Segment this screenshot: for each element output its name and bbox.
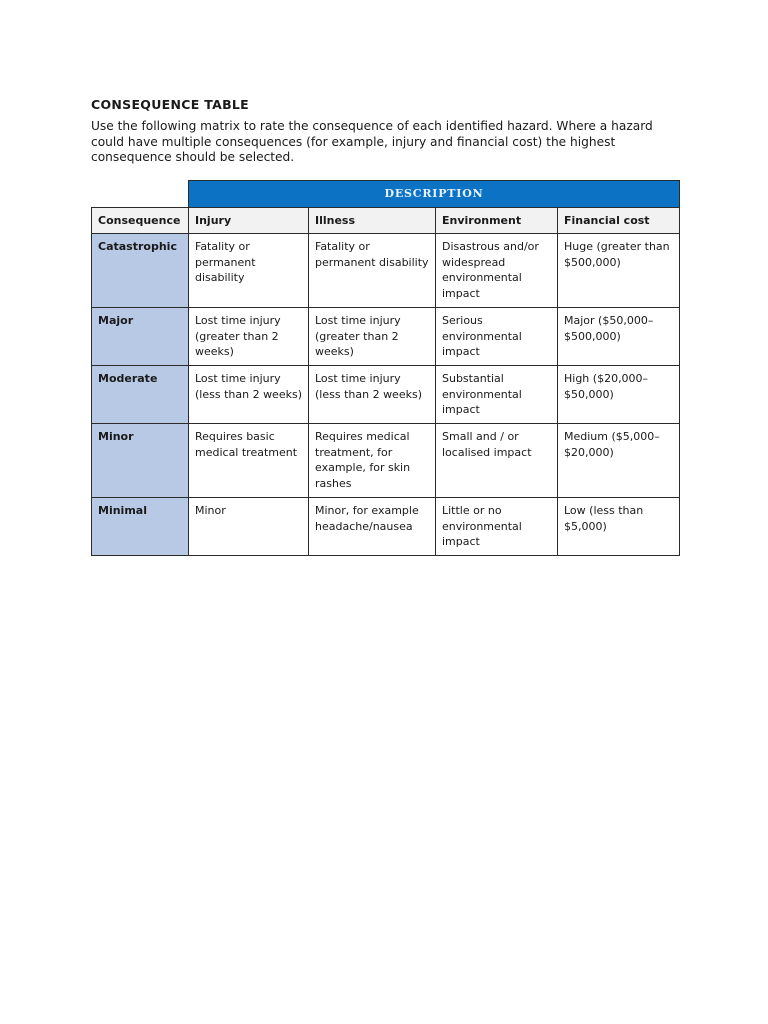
table-row (92, 498, 680, 556)
column-header-environment: Environment (436, 208, 558, 234)
row-header-minimal: Minimal (92, 498, 189, 556)
financial-cost-cell: High ($20,000–$50,000) (558, 366, 680, 424)
injury-cell: Requires basic medical treatment (189, 424, 309, 498)
column-header-illness: Illness (309, 208, 436, 234)
environment-cell: Little or no environmental impact (436, 498, 558, 556)
environment-cell: Small and / or localised impact (436, 424, 558, 498)
intro-paragraph: Use the following matrix to rate the consequence of each identified hazard. Where a hazard could have multiple consequences (for example, injury and financial cost) the highest consequence should be selected. (91, 119, 653, 164)
column-header-consequence: Consequence (92, 208, 189, 234)
financial-cost-cell: Low (less than $5,000) (558, 498, 680, 556)
column-header-row (92, 208, 680, 234)
column-header-financial-cost: Financial cost (558, 208, 680, 234)
row-header-catastrophic: Catastrophic (92, 234, 189, 308)
consequence-table (91, 180, 680, 556)
injury-cell: Minor (189, 498, 309, 556)
financial-cost-cell: Huge (greater than $500,000) (558, 234, 680, 308)
document-page (91, 96, 679, 548)
row-header-major: Major (92, 308, 189, 366)
environment-cell: Substantial environmental impact (436, 366, 558, 424)
injury-cell: Lost time injury (less than 2 weeks) (189, 366, 309, 424)
table-row (92, 366, 680, 424)
illness-cell: Lost time injury (less than 2 weeks) (309, 366, 436, 424)
financial-cost-cell: Major ($50,000–$500,000) (558, 308, 680, 366)
injury-cell: Fatality or permanent disability (189, 234, 309, 308)
environment-cell: Serious environmental impact (436, 308, 558, 366)
injury-cell: Lost time injury (greater than 2 weeks) (189, 308, 309, 366)
illness-cell: Fatality or permanent disability (309, 234, 436, 308)
environment-cell: Disastrous and/or widespread environmental impact (436, 234, 558, 308)
blank-corner-cell (92, 181, 189, 208)
illness-cell: Lost time injury (greater than 2 weeks) (309, 308, 436, 366)
document-title: CONSEQUENCE TABLE (91, 97, 250, 112)
row-header-moderate: Moderate (92, 366, 189, 424)
description-group-header: DESCRIPTION (189, 181, 680, 208)
table-row (92, 424, 680, 498)
row-header-minor: Minor (92, 424, 189, 498)
group-header-row (92, 181, 680, 208)
table-row (92, 234, 680, 308)
illness-cell: Minor, for example headache/nausea (309, 498, 436, 556)
column-header-injury: Injury (189, 208, 309, 234)
financial-cost-cell: Medium ($5,000–$20,000) (558, 424, 680, 498)
table-row (92, 308, 680, 366)
illness-cell: Requires medical treatment, for example, for skin rashes (309, 424, 436, 498)
